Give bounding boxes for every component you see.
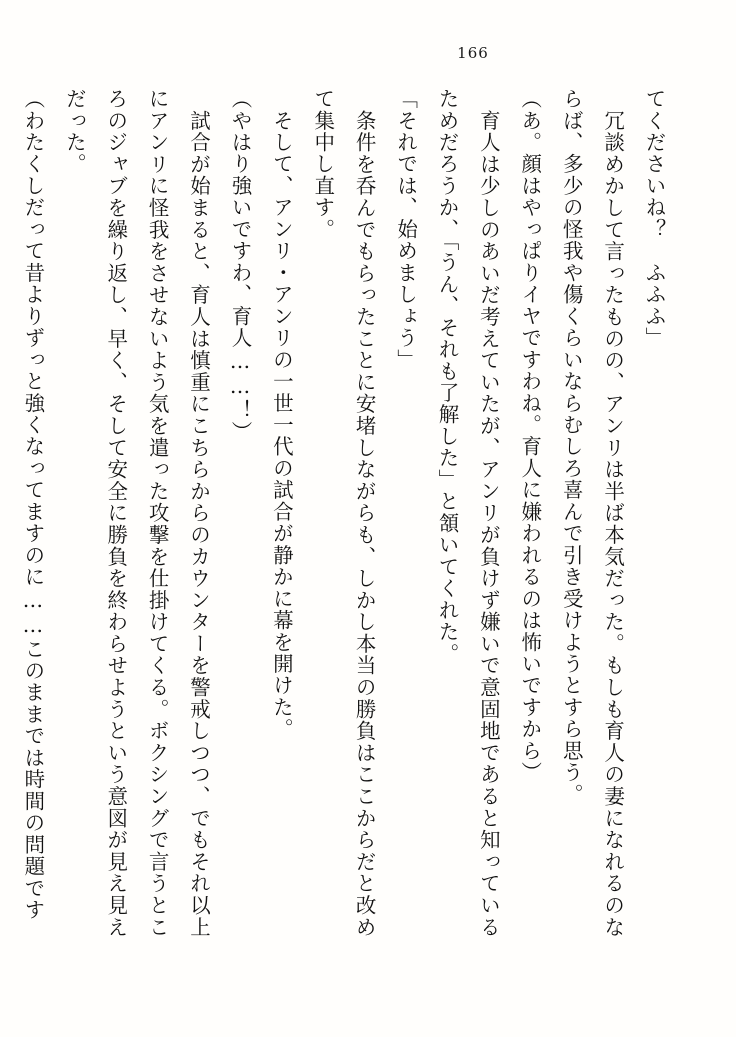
paragraph: （あ。顔はやっぱりイヤですわね。育人に嫌われるのは怖いですから） (517, 88, 542, 784)
paragraph: そして、アンリ・アンリの一世一代の試合が静かに幕を開けた。 (269, 88, 294, 740)
paragraph: 試合が始まると、育人は慎重にこちらからのカウンターを警戒しつつ、でもそれ以上にアンリに怪我をさせないよう気を遣った攻撃を仕掛けてくる。ボクシングで言うところのジャブを繰り返し、早く、そして安全に勝負を終わらせようという意図が見え見えだった。 (62, 88, 211, 938)
paragraph: 冗談めかして言ったものの、アンリは半ば本気だった。もしも育人の妻になれるのならば、多少の怪我や傷くらいならむしろ喜んで引き受けようとすら思う。 (559, 88, 625, 938)
paragraph: （わたくしだって昔よりずっと強くなってますのに……このままでは時間の問題です (20, 88, 45, 921)
paragraph: 条件を呑んでもらったことに安堵しながらも、しかし本当の勝負はここからだと改めて集中し直す。 (310, 88, 377, 938)
paragraph: てくださいね？ ふふふ」 (642, 88, 666, 349)
paragraph: 育人は少しのあいだ考えていたが、アンリが負けず嫌いで意固地であると知っているためだろうか、「うん、それも了解した」と頷いてくれた。 (434, 88, 501, 938)
page-number (0, 44, 736, 62)
paragraph: （やはり強いですわ、育人……！） (227, 88, 252, 443)
page-number-value: 166 (457, 44, 489, 62)
vertical-text-body (20, 88, 674, 938)
paragraph: 「それでは、始めましょう」 (393, 88, 418, 371)
